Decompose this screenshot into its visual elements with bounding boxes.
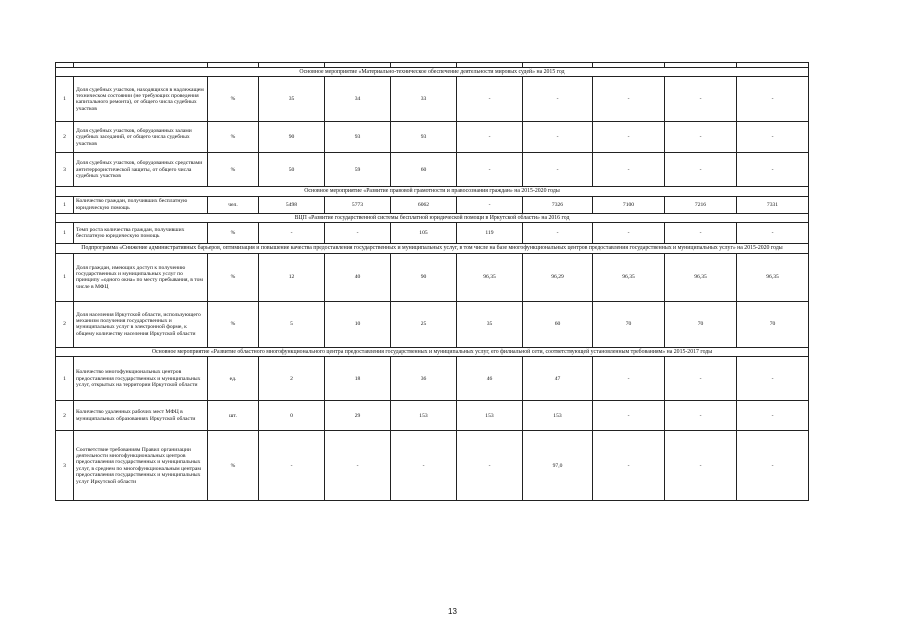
value-cell: - <box>737 401 809 431</box>
unit-cell: % <box>208 122 259 153</box>
section-title: Подпрограмма «Снижение административных барьеров, оптимизация и повышение качества предоставления государственных и муниципальных услуг, в том числе на базе многофункциональных центров предоставления государственных и муниципальных услуг» на 2015-2020 годы <box>56 244 809 254</box>
table-row <box>56 431 809 501</box>
value-cell: - <box>593 223 665 244</box>
table-row <box>56 223 809 244</box>
value-cell: 60 <box>523 301 593 347</box>
indicator-name-cell: Доля граждан, имеющих доступ к получению государственных и муниципальных услуг по принципу «одного окна» по месту пребывания, в том числе в МФЦ <box>74 253 208 301</box>
table-row <box>56 77 809 122</box>
value-cell: 96,29 <box>523 253 593 301</box>
value-cell: - <box>523 77 593 122</box>
table-row <box>56 357 809 401</box>
value-cell: - <box>665 357 737 401</box>
value-cell: 96,35 <box>457 253 523 301</box>
row-number-cell: 1 <box>56 357 74 401</box>
value-cell: 35 <box>457 301 523 347</box>
value-cell: 18 <box>325 357 391 401</box>
value-cell: 7326 <box>523 196 593 213</box>
value-cell: 153 <box>391 401 457 431</box>
indicator-name-cell: Доля судебных участков, находящихся в надлежащем техническом состоянии (не требующих проведения капитального ремонта), от общего числа судебных участков <box>74 77 208 122</box>
value-cell: - <box>457 153 523 187</box>
indicator-name-cell: Доля судебных участков, оборудованных залами судебных заседаний, от общего числа судебных участков <box>74 122 208 153</box>
value-cell: 5773 <box>325 196 391 213</box>
value-cell: - <box>593 431 665 501</box>
value-cell: - <box>457 196 523 213</box>
value-cell: 2 <box>259 357 325 401</box>
value-cell: 96,35 <box>593 253 665 301</box>
unit-cell: % <box>208 77 259 122</box>
value-cell: 90 <box>259 122 325 153</box>
value-cell: - <box>665 77 737 122</box>
unit-cell: шт. <box>208 401 259 431</box>
value-cell: 25 <box>391 301 457 347</box>
section-title-row <box>56 213 809 222</box>
indicator-name-cell: Количество граждан, получивших бесплатную юридическую помощь <box>74 196 208 213</box>
value-cell: 34 <box>325 77 391 122</box>
row-number-cell: 2 <box>56 301 74 347</box>
value-cell: 12 <box>259 253 325 301</box>
value-cell: - <box>737 357 809 401</box>
value-cell: 10 <box>325 301 391 347</box>
value-cell: - <box>593 153 665 187</box>
value-cell: 46 <box>457 357 523 401</box>
section-title: ВЦП «Развитие государственной системы бесплатной юридической помощи в Иркутской области» на 2016 год <box>56 213 809 222</box>
unit-cell: ед. <box>208 357 259 401</box>
value-cell: 93 <box>391 122 457 153</box>
indicator-name-cell: Количество удаленных рабочих мест МФЦ в муниципальных образованиях Иркутской области <box>74 401 208 431</box>
value-cell: 50 <box>259 153 325 187</box>
value-cell: - <box>325 223 391 244</box>
row-number-cell: 1 <box>56 196 74 213</box>
value-cell: - <box>665 401 737 431</box>
value-cell: 7331 <box>737 196 809 213</box>
value-cell: - <box>325 431 391 501</box>
value-cell: - <box>593 357 665 401</box>
indicator-name-cell: Соответствие требованиям Правил организации деятельности многофункциональных центров предоставления государственных и муниципальных услуг, в среднем по многофункциональным центрам предоставления государственных и муниципальных услуг Иркутской области <box>74 431 208 501</box>
value-cell: - <box>665 122 737 153</box>
section-title-row <box>56 244 809 254</box>
value-cell: 33 <box>391 77 457 122</box>
value-cell: 153 <box>457 401 523 431</box>
row-number-cell: 2 <box>56 122 74 153</box>
row-number-cell: 3 <box>56 431 74 501</box>
value-cell: - <box>593 77 665 122</box>
table-row <box>56 196 809 213</box>
row-number-cell: 2 <box>56 401 74 431</box>
value-cell: - <box>737 223 809 244</box>
table-row <box>56 301 809 347</box>
table-row <box>56 253 809 301</box>
value-cell: - <box>737 77 809 122</box>
table-row <box>56 122 809 153</box>
value-cell: - <box>593 401 665 431</box>
value-cell: - <box>457 122 523 153</box>
value-cell: 59 <box>325 153 391 187</box>
value-cell: 36 <box>391 357 457 401</box>
value-cell: 29 <box>325 401 391 431</box>
unit-cell: % <box>208 153 259 187</box>
value-cell: - <box>523 153 593 187</box>
unit-cell: чел. <box>208 196 259 213</box>
section-title: Основное мероприятие «Материально-техническое обеспечение деятельности мировых судей» на 2015 год <box>56 68 809 77</box>
value-cell: 96,35 <box>665 253 737 301</box>
row-number-cell: 3 <box>56 153 74 187</box>
value-cell: - <box>259 431 325 501</box>
row-number-cell: 1 <box>56 223 74 244</box>
value-cell: - <box>737 122 809 153</box>
table-body <box>56 63 809 501</box>
value-cell: 5498 <box>259 196 325 213</box>
value-cell: 70 <box>665 301 737 347</box>
value-cell: 97,0 <box>523 431 593 501</box>
section-title: Основное мероприятие «Развитие областного многофункционального центра предоставления государственных и муниципальных услуг, его филиальной сети, соответствующей установленным требованиям» на 2015-2017 годы <box>56 347 809 356</box>
value-cell: 7216 <box>665 196 737 213</box>
indicator-name-cell: Доля судебных участков, оборудованных средствами антитеррористической защиты, от общего числа судебных участков <box>74 153 208 187</box>
section-title: Основное мероприятие «Развитие правовой грамотности и правосознания граждан» на 2015-2020 годы <box>56 187 809 196</box>
value-cell: 153 <box>523 401 593 431</box>
row-number-cell: 1 <box>56 253 74 301</box>
value-cell: 40 <box>325 253 391 301</box>
value-cell: - <box>665 431 737 501</box>
indicators-table <box>55 62 809 501</box>
indicator-name-cell: Темп роста количества граждан, получивших бесплатную юридическую помощь <box>74 223 208 244</box>
value-cell: - <box>457 431 523 501</box>
section-title-row <box>56 187 809 196</box>
table-row <box>56 153 809 187</box>
value-cell: 90 <box>391 253 457 301</box>
value-cell: - <box>737 153 809 187</box>
value-cell: - <box>593 122 665 153</box>
row-number-cell: 1 <box>56 77 74 122</box>
value-cell: 96,35 <box>737 253 809 301</box>
value-cell: 119 <box>457 223 523 244</box>
section-title-row <box>56 347 809 356</box>
indicator-name-cell: Доля населения Иркутской области, использующего механизм получения государственных и муниципальных услуг в электронной форме, к общему количеству населения Иркутской области <box>74 301 208 347</box>
value-cell: 6062 <box>391 196 457 213</box>
value-cell: 60 <box>391 153 457 187</box>
value-cell: - <box>523 122 593 153</box>
value-cell: - <box>665 153 737 187</box>
value-cell: 93 <box>325 122 391 153</box>
value-cell: - <box>457 77 523 122</box>
value-cell: 47 <box>523 357 593 401</box>
unit-cell: % <box>208 301 259 347</box>
unit-cell: % <box>208 431 259 501</box>
value-cell: 7100 <box>593 196 665 213</box>
value-cell: - <box>665 223 737 244</box>
value-cell: - <box>259 223 325 244</box>
value-cell: - <box>737 431 809 501</box>
value-cell: 70 <box>593 301 665 347</box>
value-cell: 35 <box>259 77 325 122</box>
value-cell: 5 <box>259 301 325 347</box>
value-cell: 70 <box>737 301 809 347</box>
indicator-name-cell: Количество многофункциональных центров предоставления государственных и муниципальных услуг, открытых на территории Иркутской области <box>74 357 208 401</box>
table-row <box>56 401 809 431</box>
unit-cell: % <box>208 223 259 244</box>
page-number: 13 <box>448 607 457 616</box>
value-cell: 105 <box>391 223 457 244</box>
unit-cell: % <box>208 253 259 301</box>
value-cell: 0 <box>259 401 325 431</box>
value-cell: - <box>523 223 593 244</box>
value-cell: - <box>391 431 457 501</box>
section-title-row <box>56 68 809 77</box>
